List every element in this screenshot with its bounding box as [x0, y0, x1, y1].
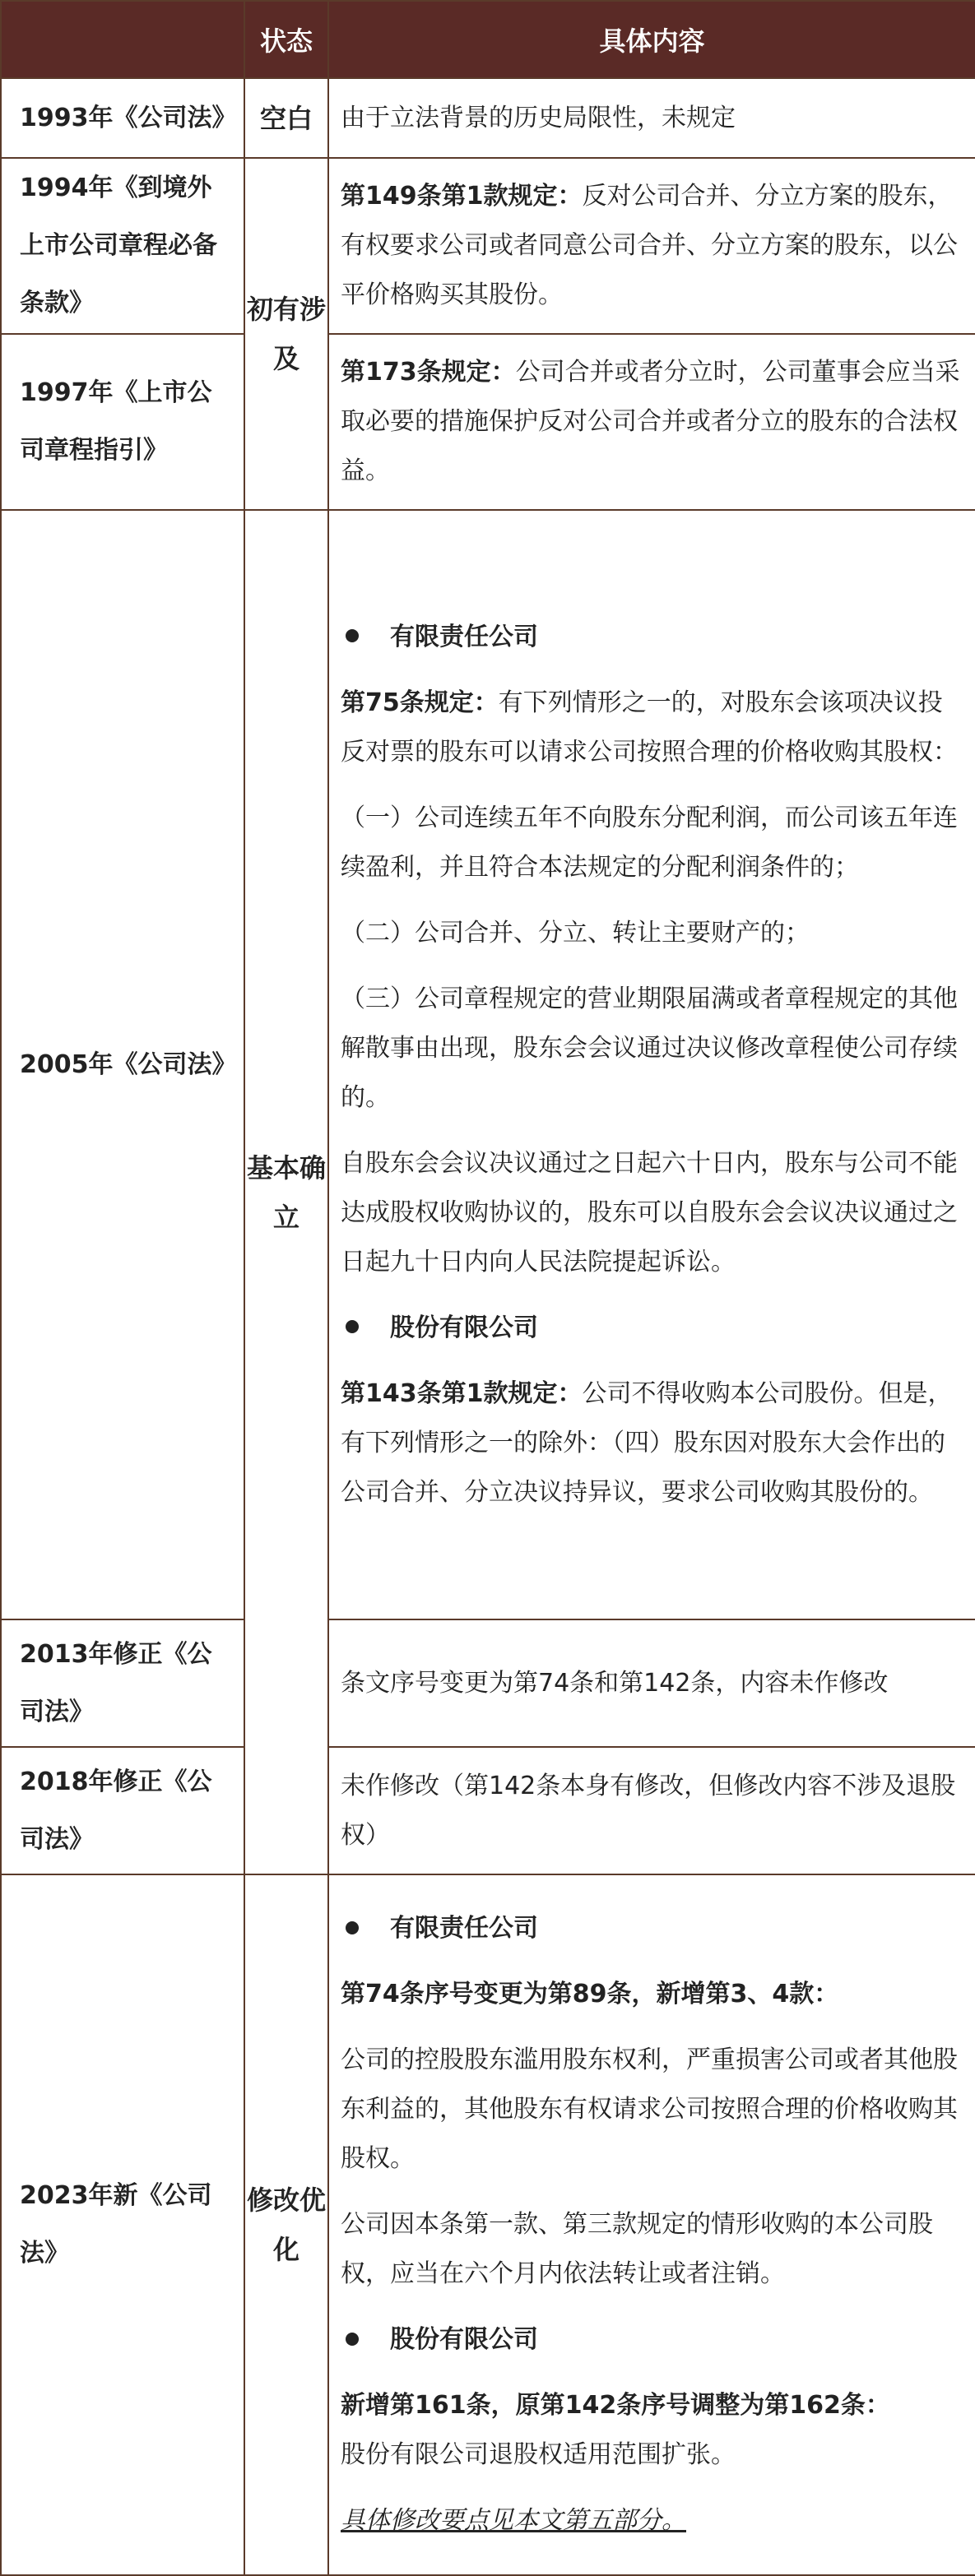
item-3: （三）公司章程规定的营业期限届满或者章程规定的其他解散事由出现，股东会会议通过决议修改章程使公司存续的。 [341, 984, 958, 1112]
article-75: 第75条规定：有下列情形之一的，对股东会该项决议投反对票的股东可以请求公司按照合理的价格收购其股权： [341, 688, 958, 767]
bullet-icon [346, 2333, 359, 2346]
row-1994 [1, 158, 975, 334]
header-status: 状态 [244, 1, 328, 78]
content-2018: 未作修改（第142条本身有修改，但修改内容不涉及退股权） [328, 1747, 975, 1874]
article-173-text: 公司合并或者分立时，公司董事会应当采取必要的措施保护反对公司合并或者分立的股东的合法权益。 [341, 358, 960, 486]
header-content: 具体内容 [328, 1, 975, 78]
litigation-clause: 自股东会会议决议通过之日起六十日内，股东与公司不能达成股权收购协议的，股东可以自股东会会议决议通过之日起九十日内向人民法院提起诉讼。 [341, 1148, 958, 1276]
jsc-heading-2023: 股份有限公司 [341, 2315, 962, 2365]
row-2013 [1, 1619, 975, 1747]
content-1993: 由于立法背景的历史局限性，未规定 [328, 78, 975, 158]
llc-heading-2005: 有限责任公司 [341, 613, 962, 662]
bullet-icon [346, 629, 359, 642]
content-2013: 条文序号变更为第74条和第142条，内容未作修改 [328, 1619, 975, 1747]
law-1997: 1997年《上市公司章程指引》 [1, 334, 244, 510]
law-2018: 2018年修正《公司法》 [1, 1747, 244, 1874]
item-1: （一）公司连续五年不向股东分配利润，而公司该五年连续盈利，并且符合本法规定的分配利润条件的； [341, 803, 958, 882]
row-1997 [1, 334, 975, 510]
law-2005: 2005年《公司法》 [1, 510, 244, 1619]
para-4: 公司因本条第一款、第三款规定的情形收购的本公司股权，应当在六个月内依法转让或者注销。 [341, 2210, 933, 2289]
bullet-icon [346, 1921, 359, 1934]
content-1994 [328, 158, 975, 334]
status-2023: 修改优化 [244, 1874, 328, 2575]
jsc-heading-2005: 股份有限公司 [341, 1304, 962, 1353]
header-law [1, 1, 244, 78]
law-1994: 1994年《到境外上市公司章程必备条款》 [1, 158, 244, 334]
article-173-label: 第173条规定： [341, 358, 516, 387]
bullet-icon [346, 1320, 359, 1333]
renumber-89: 第74条序号变更为第89条，新增第3、4款： [341, 1980, 839, 2009]
row-2005 [1, 510, 975, 1619]
content-1997 [328, 334, 975, 510]
row-2018 [1, 1747, 975, 1874]
content-2023 [328, 1874, 975, 2575]
header-row [1, 1, 975, 78]
content-2005 [328, 510, 975, 1619]
row-2023 [1, 1874, 975, 2575]
article-161: 新增第161条，原第142条序号调整为第162条： 股份有限公司退股权适用范围扩张。 [341, 2391, 890, 2470]
article-149-label: 第149条第1款规定： [341, 182, 583, 211]
status-2005-2018: 基本确立 [244, 510, 328, 1874]
article-143: 第143条第1款规定：公司不得收购本公司股份。但是，有下列情形之一的除外：（四）股东因对股东大会作出的公司合并、分立决议持异议，要求公司收购其股份的。 [341, 1378, 953, 1507]
row-1993 [1, 78, 975, 158]
article-149-text: 反对公司合并、分立方案的股东，有权要求公司或者同意公司合并、分立方案的股东，以公平价格购买其股份。 [341, 182, 958, 310]
para-3: 公司的控股股东滥用股东权利，严重损害公司或者其他股东利益的，其他股东有权请求公司按照合理的价格收购其股权。 [341, 2046, 958, 2174]
law-2023: 2023年新《公司法》 [1, 1874, 244, 2575]
see-section-five-note: 具体修改要点见本文第五部分。 [341, 2506, 686, 2536]
status-1993: 空白 [244, 78, 328, 158]
llc-heading-2023: 有限责任公司 [341, 1904, 962, 1953]
item-2: （二）公司合并、分立、转让主要财产的； [341, 918, 810, 947]
law-1993: 1993年《公司法》 [1, 78, 244, 158]
status-1994-1997: 初有涉及 [244, 158, 328, 510]
law-2013: 2013年修正《公司法》 [1, 1619, 244, 1747]
